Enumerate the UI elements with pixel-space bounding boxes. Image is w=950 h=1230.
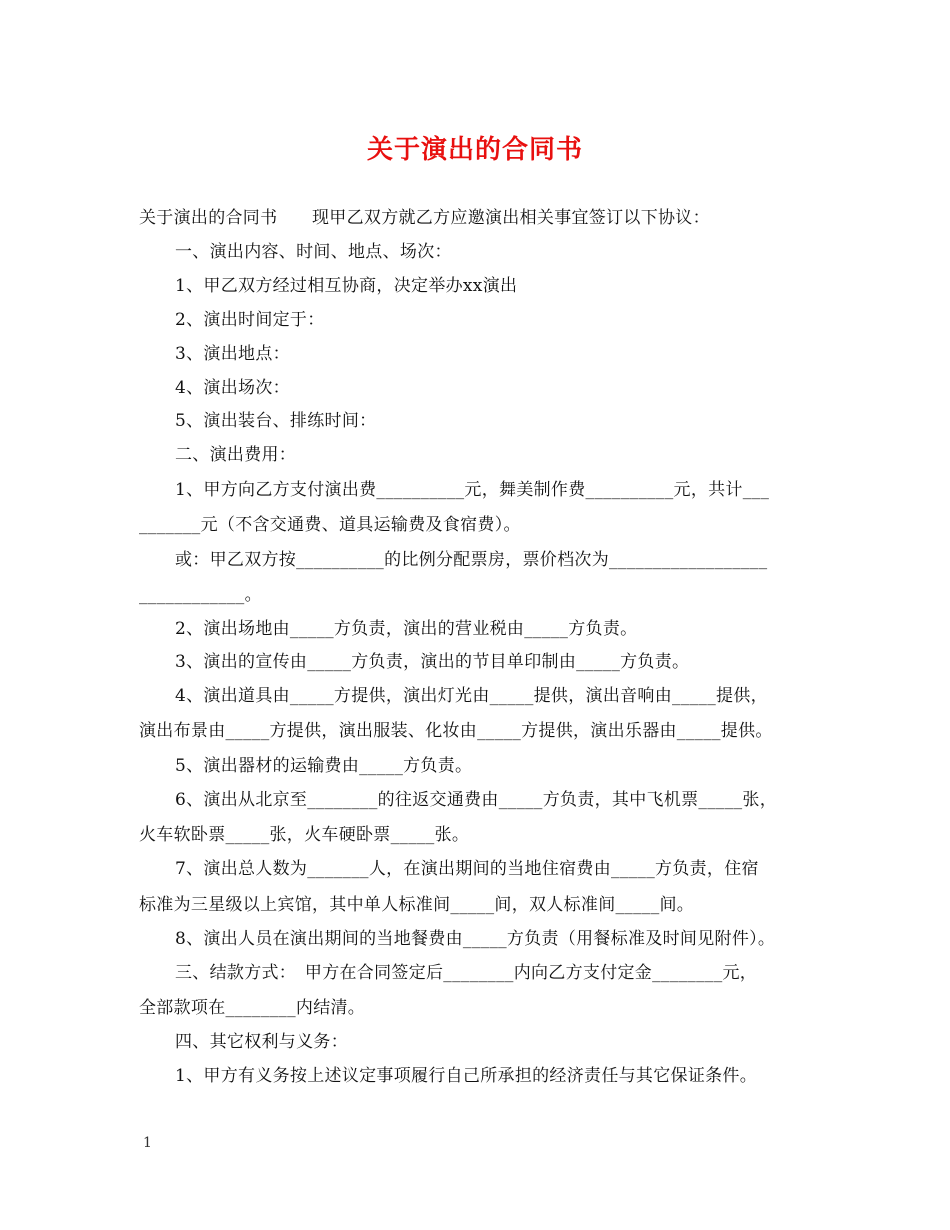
clause-line: 2、演出场地由_____方负责，演出的营业税由_____方负责。	[175, 619, 638, 639]
clause-line: 5、演出器材的运输费由_____方负责。	[175, 756, 473, 776]
section-heading: 三、结款方式： 甲方在合同签定后________内向乙方支付定金________元，	[175, 963, 758, 983]
clause-continuation: 全部款项在________内结清。	[139, 998, 366, 1018]
clause-line: 4、演出场次：	[175, 378, 290, 398]
clause-line: 1、甲方向乙方支付演出费__________元，舞美制作费__________元，共计___	[175, 480, 770, 500]
page-number: 1	[143, 1135, 152, 1151]
clause-line: 7、演出总人数为_______人，在演出期间的当地住宿费由_____方负责，住宿	[175, 859, 759, 879]
section-heading: 四、其它权利与义务：	[175, 1032, 348, 1052]
clause-line: 6、演出从北京至________的往返交通费由_____方负责，其中飞机票_____张，	[175, 790, 778, 810]
clause-line: 1、甲乙双方经过相互协商，决定举办xx演出	[175, 276, 518, 296]
clause-continuation: 演出布景由_____方提供，演出服装、化妆由_____方提供，演出乐器由_____提供。	[139, 721, 773, 741]
clause-line: 3、演出的宣传由_____方负责，演出的节目单印制由_____方负责。	[175, 652, 690, 672]
section-heading: 二、演出费用：	[175, 445, 297, 465]
clause-line: 2、演出时间定于：	[175, 310, 325, 330]
clause-line: 4、演出道具由_____方提供，演出灯光由_____提供，演出音响由_____提供，	[175, 686, 768, 706]
clause-line: 8、演出人员在演出期间的当地餐费由_____方负责（用餐标准及时间见附件）。	[175, 929, 776, 949]
clause-continuation: 火车软卧票_____张，火车硬卧票_____张。	[139, 825, 470, 845]
clause-line: 5、演出装台、排练时间：	[175, 411, 377, 431]
clause-line: 3、演出地点：	[175, 344, 290, 364]
clause-line: 1、甲方有义务按上述议定事项履行自己所承担的经济责任与其它保证条件。	[175, 1066, 758, 1086]
section-heading: 一、演出内容、时间、地点、场次：	[175, 242, 452, 262]
clause-continuation: ____________。	[139, 585, 262, 605]
document-title: 关于演出的合同书	[366, 135, 583, 165]
clause-continuation: _______元（不含交通费、道具运输费及食宿费）。	[139, 515, 521, 535]
clause-line: 或：甲乙双方按__________的比例分配票房，票价档次为__________________	[175, 550, 768, 570]
clause-continuation: 标准为三星级以上宾馆，其中单人标准间_____间，双人标准间_____间。	[139, 895, 695, 915]
intro-line: 关于演出的合同书 现甲乙双方就乙方应邀演出相关事宜签订以下协议：	[139, 208, 710, 228]
